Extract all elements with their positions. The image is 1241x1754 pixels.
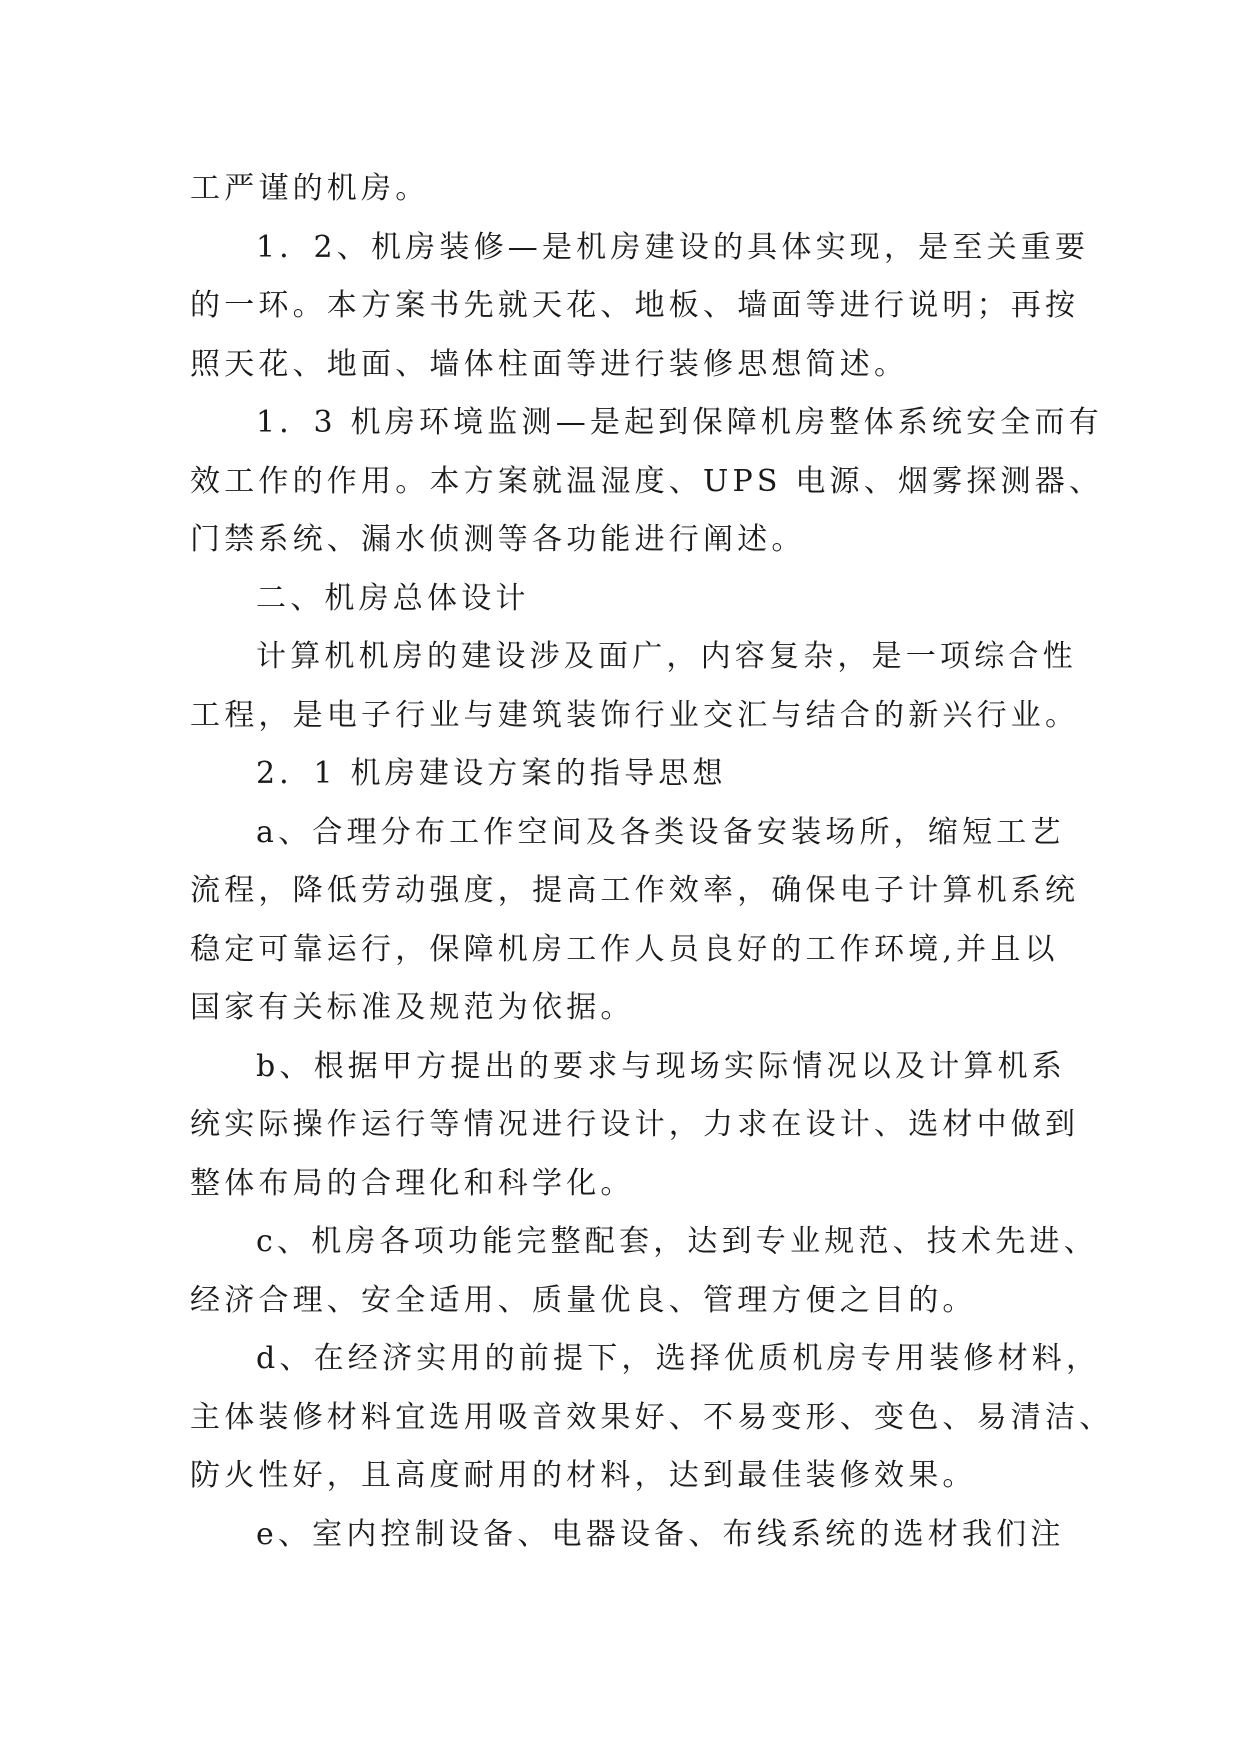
- text-line: 流程，降低劳动强度，提高工作效率，确保电子计算机系统: [190, 873, 1080, 908]
- text-line: b、根据甲方提出的要求与现场实际情况以及计算机系: [256, 1048, 1067, 1084]
- text-line: e、室内控制设备、电器设备、布线系统的选材我们注: [256, 1516, 1065, 1552]
- text-line: 1．2、机房装修—是机房建设的具体实现，是至关重要: [256, 229, 1090, 265]
- text-line: 国家有关标准及规范为依据。: [190, 990, 635, 1025]
- text-line: 门禁系统、漏水侦测等各功能进行阐述。: [190, 522, 806, 557]
- text-line: 工严谨的机房。: [190, 171, 430, 206]
- text-line: a、合理分布工作空间及各类设备安装场所，缩短工艺: [256, 814, 1065, 850]
- text-line: 稳定可靠运行，保障机房工作人员良好的工作环境,并且以: [190, 931, 1059, 967]
- section-heading: 二、机房总体设计: [256, 580, 530, 616]
- text-line: 工程，是电子行业与建筑装饰行业交汇与结合的新兴行业。: [190, 697, 1080, 733]
- text-line: d、在经济实用的前提下，选择优质机房专用装修材料，: [256, 1341, 1101, 1376]
- text-line: 主体装修材料宜选用吸音效果好、不易变形、变色、易清洁、: [190, 1399, 1114, 1435]
- document-page: [190, 160, 1114, 1564]
- subsection-heading: 2．1 机房建设方案的指导思想: [256, 756, 727, 791]
- text-line: c、机房各项功能完整配套，达到专业规范、技术先进、: [256, 1224, 1098, 1259]
- text-line: 的一环。本方案书先就天花、地板、墙面等进行说明；再按: [190, 288, 1080, 323]
- text-line: 经济合理、安全适用、质量优良、管理方便之目的。: [190, 1282, 977, 1318]
- text-line: 照天花、地面、墙体柱面等进行装修思想简述。: [190, 346, 909, 382]
- text-line: 整体布局的合理化和科学化。: [190, 1165, 635, 1201]
- text-line: 防火性好，且高度耐用的材料，达到最佳装修效果。: [190, 1458, 977, 1493]
- text-line: 效工作的作用。本方案就温湿度、UPS 电源、烟雾探测器、: [190, 463, 1104, 499]
- text-line: 统实际操作运行等情况进行设计，力求在设计、选材中做到: [190, 1107, 1080, 1142]
- text-line: 1．3 机房环境监测—是起到保障机房整体系统安全而有: [256, 405, 1103, 440]
- text-line: 计算机机房的建设涉及面广，内容复杂，是一项综合性: [256, 639, 1077, 674]
